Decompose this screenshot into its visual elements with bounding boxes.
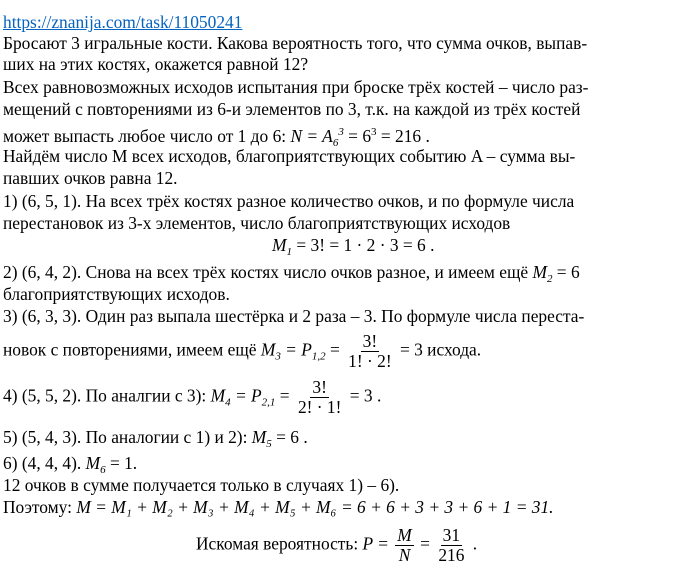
- text-line: Найдём число M всех исходов, благоприятствующих событию A – сумма вы-: [3, 146, 576, 166]
- fraction: $\frac{31}{216}$: [438, 525, 465, 565]
- case-2-line-2: благоприятствующих исходов.: [3, 284, 230, 304]
- case-2-line-1: 2) (6, 4, 2). Снова на всех трёх костях число очков разное, и имеем ещё $M_2 = 6$: [3, 262, 580, 285]
- text-line: мещений с повторениями из 6-и элементов по 3, т.к. на каждой из трёх костей: [3, 99, 581, 119]
- case-4-line: 4) (5, 5, 2). По аналгии с 3): $M_4 = P_{2,1}$ = $\frac{3!}{2! \cdot 1!}$ = 3 .: [3, 377, 382, 417]
- case-1-line-2: перестановок из 3-х элементов, число благоприятствующих исходов: [3, 213, 511, 233]
- formula-pow: = $6^3 = 216$ .: [343, 126, 430, 146]
- case-3-line-1: 3) (6, 3, 3). Один раз выпала шестёрка и 2 раза – 3. По формуле числа переста-: [3, 306, 585, 326]
- summary-line: 12 очков в сумме получается только в случаях 1) – 6).: [3, 475, 400, 495]
- fraction: $\frac{M}{N}$: [397, 525, 412, 565]
- source-link[interactable]: https://znanija.com/task/11050241: [3, 12, 243, 32]
- formula-n: $N = A_6^3$: [290, 126, 344, 149]
- question-line-2: ших на этих костях, окажется равной 12?: [3, 54, 309, 74]
- case-6-line: 6) (4, 4, 4). $M_6 = 1$.: [3, 453, 138, 476]
- question-line-1: Бросают 3 игральные кости. Какова вероятность того, что сумма очков, выпав-: [3, 33, 588, 53]
- text-line: павших очков равна 12.: [3, 168, 178, 188]
- text-line: Всех равновозможных исходов испытания при броске трёх костей – число раз-: [3, 77, 589, 97]
- fraction: $\frac{3!}{2! \cdot 1!}$: [297, 377, 342, 417]
- case-5-line: 5) (5, 4, 3). По аналогии с 1) и 2): $M_5 = 6$ .: [3, 427, 308, 450]
- text: может выпасть любое число от 1 до 6:: [3, 126, 287, 146]
- case-3-line-2: новок с повторениями, имеем ещё $M_3 = P_{1,2}$ = $\frac{3!}{1! \cdot 2!}$ = 3 исхода.: [3, 331, 482, 371]
- final-answer: Искомая вероятность: P = $\frac{M}{N}$ = $\frac{31}{216}$ .: [196, 525, 478, 565]
- fraction: $\frac{3!}{1! \cdot 2!}$: [348, 331, 392, 371]
- case-1-formula: $M_1 = 3$! = 1 · 2 · 3 = 6 .: [272, 235, 435, 258]
- total-line: Поэтому: M = M₁ + M₂ + M₃ + M₄ + M₅ + M₆ = 6 + 6 + 3 + 3 + 6 + 1 = 31.: [3, 497, 554, 517]
- case-1-line-1: 1) (6, 5, 1). На всех трёх костях разное количество очков, и по формуле числа: [3, 191, 575, 211]
